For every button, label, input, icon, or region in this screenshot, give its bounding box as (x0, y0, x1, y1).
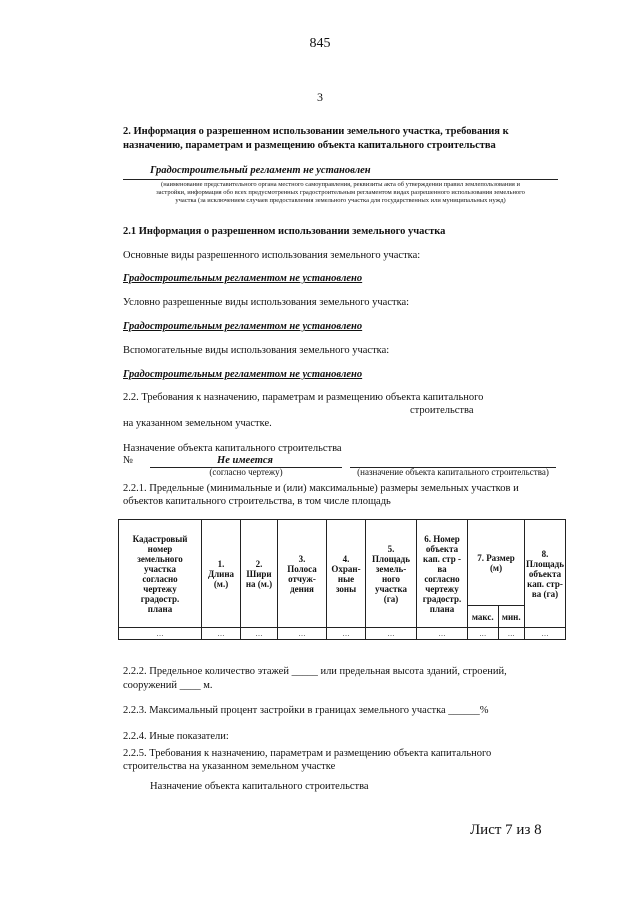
section225-line2: строительства на указанном земельном участке (123, 761, 336, 772)
table-cell: … (119, 628, 202, 640)
section2-note (123, 181, 558, 205)
table-cell: … (417, 628, 468, 640)
section21-title: 2.1 Информация о разрешенном использовании земельного участка (123, 226, 446, 237)
section22-line3: на указанном земельном участке. (123, 418, 272, 429)
col-width: 2. Шири на (м.) (241, 520, 278, 628)
sheet-counter: Лист 7 из 8 (470, 822, 542, 838)
section2-note-line1: (наименование представительного органа местного самоуправления, реквизиты акта об утверждении правил землепользования и (161, 181, 520, 188)
auxiliary-uses-label: Вспомогательные виды использования земельного участка: (123, 345, 390, 356)
section224-line1: 2.2.4. Иные показатели: (123, 731, 229, 742)
col-cadastral-number: Кадастровый номер земельного участка согласно чертежу градостр. плана (119, 520, 202, 628)
reglament-text: Градостроительный регламент не установлен (150, 165, 371, 176)
section225-purpose-label: Назначение объекта капитального строительства (150, 781, 369, 792)
section22-line1: 2.2. Требования к назначению, параметрам и размещению объекта капитального (123, 392, 484, 403)
col-land-area: 5. Площадь земель- ного участка (га) (366, 520, 417, 628)
col-protected-zones: 4. Охран- ные зоны (327, 520, 366, 628)
col-alienation-strip: 3. Полоса отчуж- дения (278, 520, 327, 628)
auxiliary-uses-value: Градостроительным регламентом не установлено (123, 369, 363, 380)
section2-title-line2: назначению, параметрам и размещению объекта капитального строительства (123, 140, 496, 151)
number-label: № (123, 455, 134, 466)
page-number-inner: 3 (317, 90, 323, 104)
section222-line2: сооружений ____ м. (123, 680, 213, 691)
caption-right: (назначение объекта капитального строительства) (357, 467, 549, 477)
section2-title-line1: 2. Информация о разрешенном использовании земельного участка, требования к (123, 126, 509, 137)
main-uses-label: Основные виды разрешенного использования земельного участка: (123, 250, 421, 261)
table-cell: … (498, 628, 525, 640)
section221-line1: 2.2.1. Предельные (минимальные и (или) максимальные) размеры земельных участков и (123, 483, 519, 494)
col-object-number: 6. Номер объекта кап. стр - ва согласно чертежу градостр. плана (417, 520, 468, 628)
section22-line2: строительства (410, 405, 474, 416)
table-cell: … (241, 628, 278, 640)
table-cell: … (202, 628, 241, 640)
section2-note-line3: участка (за исключением случаев предоставления земельного участка для государственных или муниципальных нужд) (175, 197, 506, 204)
section223-line1: 2.2.3. Максимальный процент застройки в границах земельного участка ______% (123, 705, 489, 716)
col-size-min: мин. (498, 606, 525, 628)
table-cell: … (278, 628, 327, 640)
table-row (119, 628, 566, 640)
caption-left: (согласно чертежу) (209, 467, 283, 477)
purpose-number-value: Не имеется (217, 455, 273, 466)
section222-line1: 2.2.2. Предельное количество этажей _____ или предельная высота зданий, строений, (123, 666, 507, 677)
section2-note-line2: застройки, информация обо всех предусмотренных градостроительным регламентом видах разрешенного использования земельного (156, 189, 525, 196)
table-cell: … (468, 628, 499, 640)
reglament-underline (123, 179, 558, 180)
conditional-uses-label: Условно разрешенные виды использования земельного участка: (123, 297, 410, 308)
main-uses-value: Градостроительным регламентом не установлено (123, 273, 363, 284)
section225-line1: 2.2.5. Требования к назначению, параметрам и размещению объекта капитального (123, 748, 492, 759)
conditional-uses-value: Градостроительным регламентом не установлено (123, 321, 363, 332)
col-object-area: 8. Площадь объекта кап. стр- ва (га) (525, 520, 566, 628)
dimensions-table (118, 519, 566, 640)
purpose-label: Назначение объекта капитального строительства (123, 443, 342, 454)
col-size-max: макс. (468, 606, 499, 628)
col-size: 7. Размер (м) (468, 520, 525, 606)
table-cell: … (366, 628, 417, 640)
table-cell: … (525, 628, 566, 640)
table-cell: … (327, 628, 366, 640)
col-length: 1. Длина (м.) (202, 520, 241, 628)
section221-line2: объектов капитального строительства, в том числе площадь (123, 496, 391, 507)
page-number-top: 845 (309, 36, 331, 51)
section2-title (123, 125, 563, 153)
